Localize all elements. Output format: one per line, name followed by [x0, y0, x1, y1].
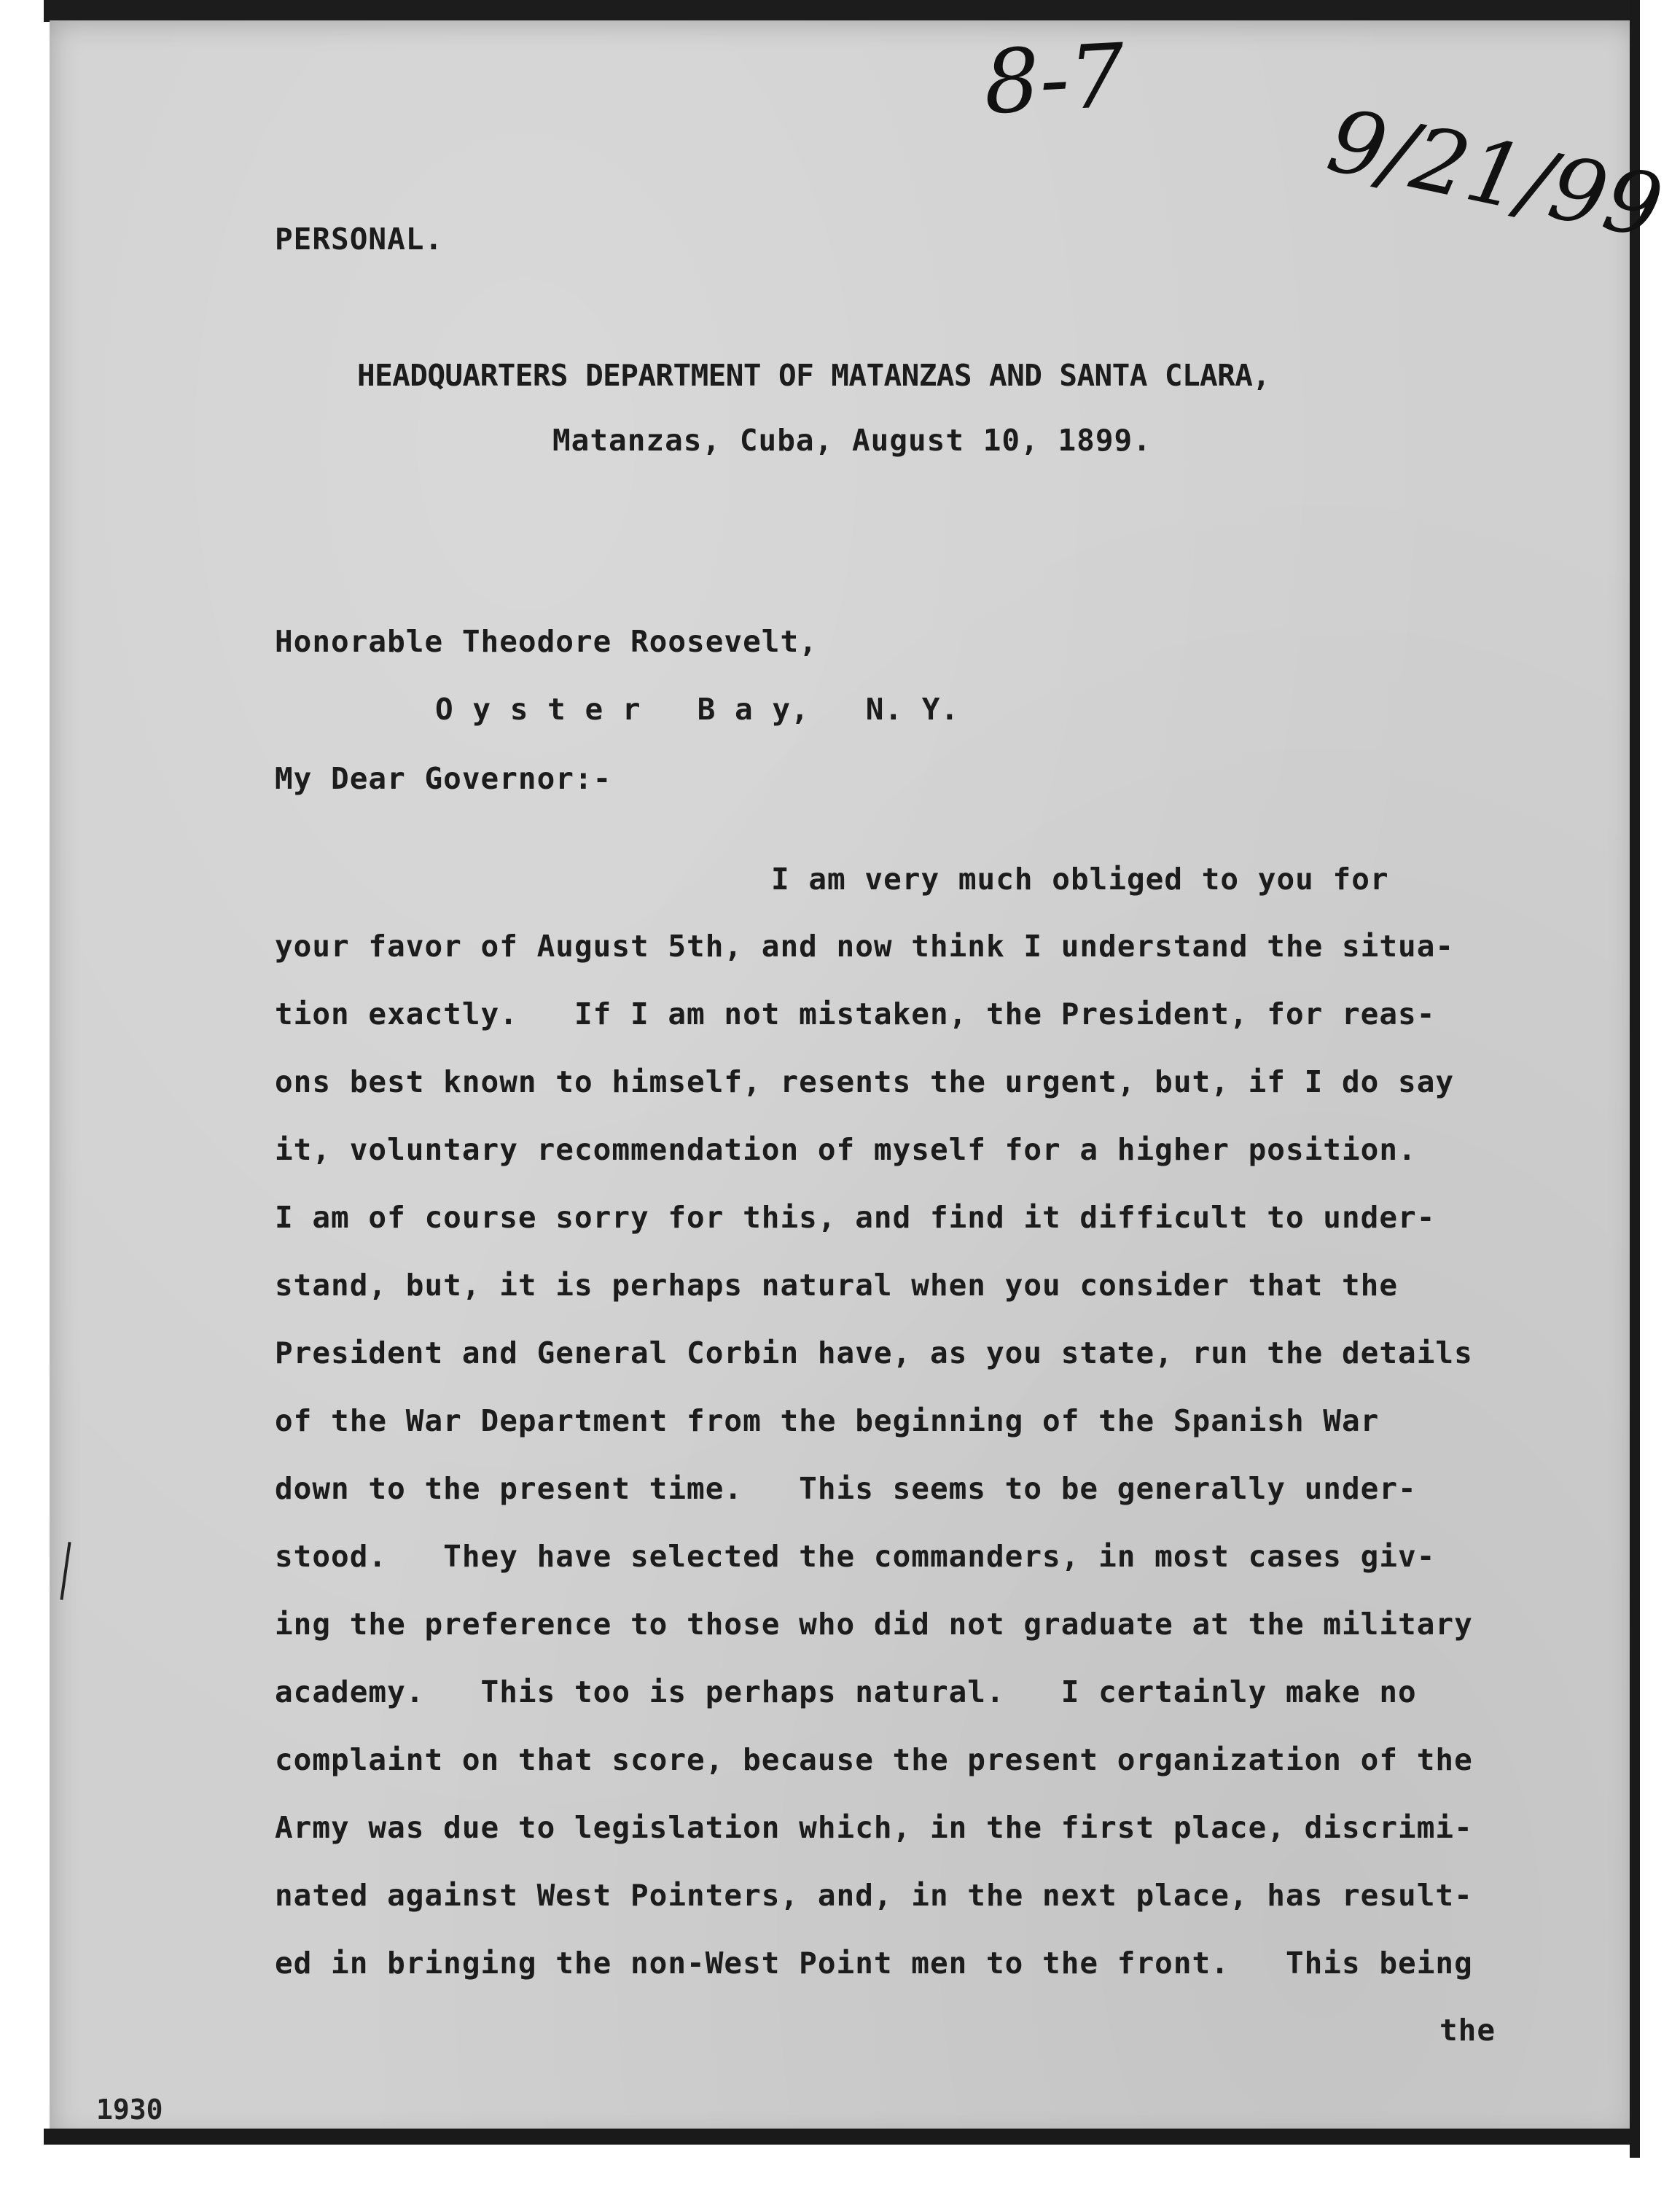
body-line: down to the present time. This seems to be generally under-	[275, 1471, 1417, 1506]
body-line: your favor of August 5th, and now think I understand the situa-	[275, 929, 1455, 964]
body-line: of the War Department from the beginning of the Spanish War	[275, 1403, 1380, 1438]
letterhead-line-2: Matanzas, Cuba, August 10, 1899.	[552, 423, 1152, 458]
handwritten-date: 9/21/99	[1319, 90, 1671, 260]
addressee: Honorable Theodore Roosevelt,	[275, 624, 818, 659]
body-line: tion exactly. If I am not mistaken, the President, for reas-	[275, 996, 1436, 1031]
body-line: ing the preference to those who did not graduate at the military	[275, 1607, 1473, 1642]
body-line: academy. This too is perhaps natural. I certainly make no	[275, 1674, 1417, 1709]
address-line: O y s t e r B a y, N. Y.	[435, 692, 960, 727]
body-line: nated against West Pointers, and, in the next place, has result-	[275, 1878, 1473, 1913]
scan-border-right	[1630, 0, 1640, 2158]
catchword: the	[1439, 2013, 1496, 2048]
body-line: complaint on that score, because the present organization of the	[275, 1742, 1473, 1777]
body-line: President and General Corbin have, as you state, run the details	[275, 1335, 1473, 1370]
body-line: Army was due to legislation which, in the first place, discrimi-	[275, 1810, 1473, 1845]
letterhead-line-1: HEADQUARTERS DEPARTMENT OF MATANZAS AND SANTA CLARA,	[357, 358, 1270, 393]
body-line: stand, but, it is perhaps natural when you consider that the	[275, 1268, 1399, 1303]
body-line: it, voluntary recommendation of myself for a higher position.	[275, 1132, 1417, 1167]
body-line: I am of course sorry for this, and find it difficult to under-	[275, 1200, 1436, 1235]
salutation: My Dear Governor:-	[275, 761, 612, 796]
body-line: ed in bringing the non-West Point men to the front. This being	[275, 1946, 1473, 1981]
body-line: I am very much obliged to you for	[771, 862, 1389, 897]
scan-border-top	[44, 0, 1640, 22]
page-number: 1930	[96, 2094, 163, 2126]
body-line: stood. They have selected the commanders, in most cases giv-	[275, 1539, 1436, 1574]
body-line: ons best known to himself, resents the urgent, but, if I do say	[275, 1064, 1455, 1099]
personal-label: PERSONAL.	[275, 222, 444, 257]
handwritten-mark-top: 8-7	[981, 26, 1128, 134]
scan-border-bottom	[44, 2129, 1640, 2145]
